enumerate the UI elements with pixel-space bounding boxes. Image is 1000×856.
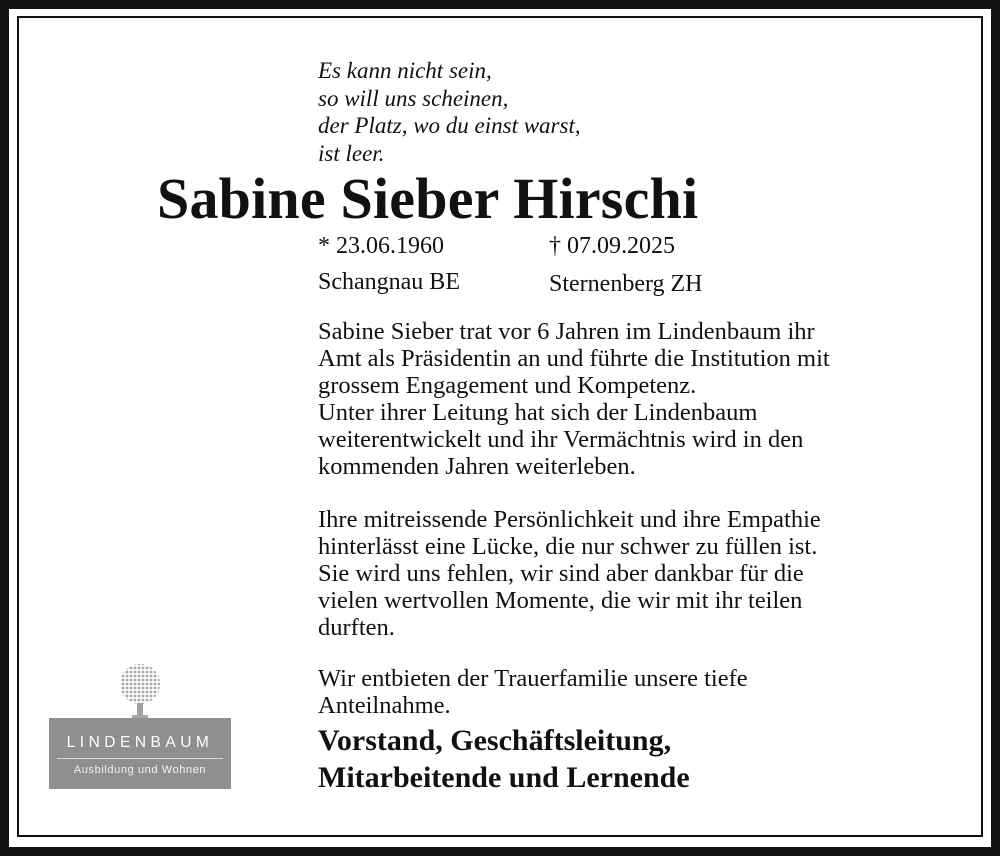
tribute-paragraph: [318, 318, 830, 480]
logo-divider: [57, 758, 223, 759]
text-line: Sabine Sieber trat vor 6 Jahren im Lindenbaum ihr: [318, 318, 815, 345]
poem-line: der Platz, wo du einst warst,: [318, 113, 581, 138]
lindenbaum-logo: [49, 662, 231, 790]
text-line: kommenden Jahren weiterleben.: [318, 453, 636, 480]
personality-paragraph: [318, 506, 821, 641]
text-line: Ihre mitreissende Persönlichkeit und ihre Empathie: [318, 506, 821, 533]
logo-subtitle: Ausbildung und Wohnen: [73, 764, 207, 776]
deceased-name: Sabine Sieber Hirschi: [157, 166, 699, 231]
text-line: hinterlässt eine Lücke, die nur schwer zu füllen ist.: [318, 533, 818, 560]
birth-date: * 23.06.1960: [318, 233, 444, 259]
death-date: † 07.09.2025: [549, 233, 675, 259]
poem-line: so will uns scheinen,: [318, 85, 509, 111]
logo-box: [49, 718, 231, 789]
signature: [318, 722, 690, 796]
text-line: vielen wertvollen Momente, die wir mit ihr teilen: [318, 587, 803, 614]
text-line: Sie wird uns fehlen, wir sind aber dankbar für die: [318, 560, 804, 587]
text-line: durften.: [318, 614, 395, 641]
text-line: Unter ihrer Leitung hat sich der Lindenbaum: [318, 399, 758, 426]
signature-line: Mitarbeitende und Lernende: [318, 761, 690, 794]
text-line: grossem Engagement und Kompetenz.: [318, 372, 697, 399]
poem: [318, 57, 581, 167]
death-place: Sternenberg ZH: [549, 271, 703, 297]
text-line: Wir entbieten der Trauerfamilie unsere tiefe: [318, 665, 748, 692]
signature-line: Vorstand, Geschäftsleitung,: [318, 724, 672, 757]
poem-line: ist leer.: [318, 140, 385, 166]
text-line: weiterentwickelt und ihr Vermächtnis wird in den: [318, 426, 804, 453]
tree-icon: [49, 662, 231, 720]
logo-name: LINDENBAUM: [66, 734, 214, 751]
text-line: Amt als Präsidentin an und führte die Institution mit: [318, 345, 830, 372]
text-line: Anteilnahme.: [318, 692, 451, 719]
poem-line: Es kann nicht sein,: [318, 58, 492, 83]
birth-place: Schangnau BE: [318, 269, 460, 295]
condolence-paragraph: [318, 665, 748, 719]
